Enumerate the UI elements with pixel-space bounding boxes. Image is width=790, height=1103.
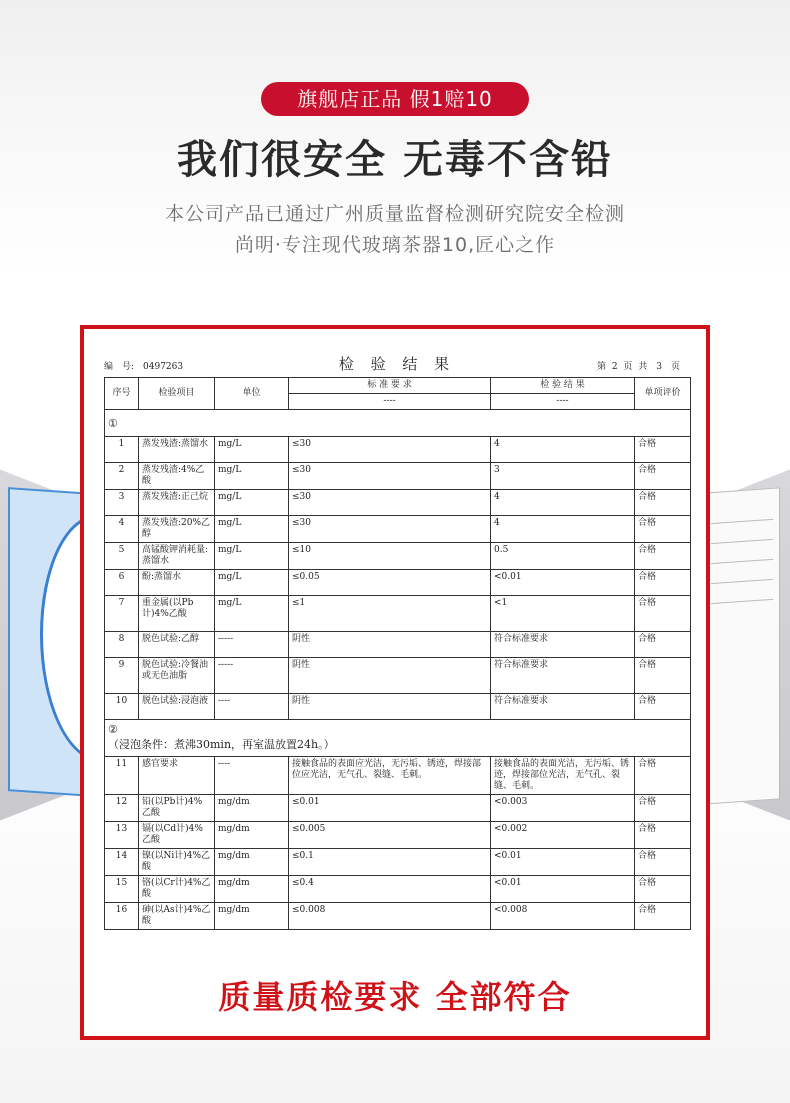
cell-result: <1	[491, 596, 635, 632]
cell-standard: ≤1	[289, 596, 491, 632]
report-header	[104, 345, 690, 377]
right-certificate-image	[704, 487, 780, 804]
report-number: 编 号: 0497263	[104, 362, 184, 372]
cell-standard: ≤0.1	[289, 849, 491, 876]
table-row	[105, 437, 691, 463]
cell-unit: mg/dm	[215, 903, 289, 930]
cell-unit: mg/dm	[215, 876, 289, 903]
cell-unit: ----	[215, 694, 289, 720]
report-title: 检 验 结 果	[338, 355, 456, 373]
table-row	[105, 658, 691, 694]
table-row	[105, 822, 691, 849]
table-row	[105, 463, 691, 490]
cell-eval: 合格	[635, 516, 691, 543]
cell-item: 砷(以As计)4%乙酸	[139, 903, 215, 930]
header-eval: 单项评价	[635, 378, 691, 410]
cell-seq: 8	[105, 632, 139, 658]
table-row	[105, 596, 691, 632]
section-one-marker: ①	[105, 410, 691, 437]
cell-eval: 合格	[635, 463, 691, 490]
cell-unit: mg/L	[215, 437, 289, 463]
cell-seq: 5	[105, 543, 139, 570]
cell-result: 接触食品的表面光洁，无污垢、锈迹，焊接部位光洁，无气孔、裂缝、毛刺。	[491, 757, 635, 795]
cell-result: <0.01	[491, 876, 635, 903]
header-result: 检 验 结 果	[491, 378, 635, 394]
cell-result: 4	[491, 516, 635, 543]
cell-seq: 11	[105, 757, 139, 795]
cell-result: <0.003	[491, 795, 635, 822]
header-standard-sub: ----	[289, 394, 491, 410]
cell-unit: mg/dm	[215, 822, 289, 849]
footer-slogan: 质量质检要求 全部符合	[218, 978, 572, 1016]
cell-eval: 合格	[635, 658, 691, 694]
authenticity-badge: 旗舰店正品 假1赔10	[261, 82, 529, 116]
table-row	[105, 516, 691, 543]
cell-seq: 1	[105, 437, 139, 463]
cell-seq: 12	[105, 795, 139, 822]
cell-seq: 4	[105, 516, 139, 543]
cell-result: <0.002	[491, 822, 635, 849]
paper-line	[711, 559, 773, 564]
cell-item: 蒸发残渣:4%乙酸	[139, 463, 215, 490]
section-one-row	[105, 410, 691, 437]
header-row	[105, 378, 691, 394]
cell-item: 脱色试验:浸泡液	[139, 694, 215, 720]
cell-item: 镉(以Cd计)4%乙酸	[139, 822, 215, 849]
table-row	[105, 757, 691, 795]
cell-seq: 9	[105, 658, 139, 694]
cell-eval: 合格	[635, 903, 691, 930]
cell-result: 符合标准要求	[491, 658, 635, 694]
cell-unit: mg/L	[215, 516, 289, 543]
cell-unit: -----	[215, 658, 289, 694]
table-row	[105, 570, 691, 596]
cell-standard: 阴性	[289, 658, 491, 694]
cell-standard: 接触食品的表面应光洁，无污垢、锈迹，焊接部位应光洁，无气孔、裂缝、毛刺。	[289, 757, 491, 795]
cell-result: 0.5	[491, 543, 635, 570]
table-row	[105, 543, 691, 570]
paper-line	[711, 519, 773, 524]
cell-standard: ≤0.005	[289, 822, 491, 849]
cell-eval: 合格	[635, 757, 691, 795]
cell-result: 4	[491, 437, 635, 463]
table-row	[105, 795, 691, 822]
cell-eval: 合格	[635, 822, 691, 849]
section-two-marker: ②	[108, 723, 118, 736]
cell-unit: -----	[215, 632, 289, 658]
cell-standard: 阴性	[289, 694, 491, 720]
header-result-sub: ----	[491, 394, 635, 410]
cell-standard: ≤0.05	[289, 570, 491, 596]
cell-item: 蒸发残渣:蒸馏水	[139, 437, 215, 463]
cell-unit: mg/L	[215, 463, 289, 490]
header-seq: 序号	[105, 378, 139, 410]
cell-unit: mg/dm	[215, 795, 289, 822]
cell-result: <0.01	[491, 570, 635, 596]
subline-brand: 尚明·专注现代玻璃茶器10,匠心之作	[234, 234, 556, 256]
cell-item: 酚:蒸馏水	[139, 570, 215, 596]
table-row	[105, 632, 691, 658]
cell-standard: ≤10	[289, 543, 491, 570]
cell-result: 4	[491, 490, 635, 516]
cell-eval: 合格	[635, 694, 691, 720]
cell-item: 脱色试验:冷餐油或无色油脂	[139, 658, 215, 694]
table-row	[105, 903, 691, 930]
report-page: 第 2 页 共 3 页	[596, 362, 680, 372]
cell-unit: ----	[215, 757, 289, 795]
paper-line	[711, 599, 773, 604]
section-two-cell	[105, 720, 691, 757]
cell-seq: 15	[105, 876, 139, 903]
cell-standard: 阴性	[289, 632, 491, 658]
cell-seq: 14	[105, 849, 139, 876]
header-item: 检验项目	[139, 378, 215, 410]
table-row	[105, 876, 691, 903]
cell-standard: ≤30	[289, 490, 491, 516]
cell-result: 符合标准要求	[491, 632, 635, 658]
paper-line	[711, 539, 773, 544]
cell-item: 铅(以Pb计)4%乙酸	[139, 795, 215, 822]
headline: 我们很安全 无毒不含铅	[177, 137, 613, 183]
cell-item: 蒸发残渣:20%乙醇	[139, 516, 215, 543]
paper-line	[711, 579, 773, 584]
cell-eval: 合格	[635, 632, 691, 658]
cell-seq: 13	[105, 822, 139, 849]
cell-unit: mg/dm	[215, 849, 289, 876]
cell-item: 蒸发残渣:正己烷	[139, 490, 215, 516]
cell-eval: 合格	[635, 876, 691, 903]
cell-unit: mg/L	[215, 570, 289, 596]
cell-seq: 16	[105, 903, 139, 930]
cell-item: 镍(以Ni计)4%乙酸	[139, 849, 215, 876]
cell-eval: 合格	[635, 543, 691, 570]
table-row	[105, 490, 691, 516]
cell-seq: 3	[105, 490, 139, 516]
cell-unit: mg/L	[215, 490, 289, 516]
cell-seq: 10	[105, 694, 139, 720]
cell-result: <0.01	[491, 849, 635, 876]
cell-eval: 合格	[635, 570, 691, 596]
cell-eval: 合格	[635, 596, 691, 632]
table-row	[105, 849, 691, 876]
cell-eval: 合格	[635, 437, 691, 463]
cell-result: <0.008	[491, 903, 635, 930]
cell-result: 符合标准要求	[491, 694, 635, 720]
cell-standard: ≤0.01	[289, 795, 491, 822]
cell-item: 感官要求	[139, 757, 215, 795]
cell-standard: ≤30	[289, 516, 491, 543]
results-table	[104, 377, 691, 930]
cell-seq: 6	[105, 570, 139, 596]
cell-seq: 2	[105, 463, 139, 490]
inspection-report	[104, 345, 690, 930]
header-unit: 单位	[215, 378, 289, 410]
cell-item: 重金属(以Pb计)4%乙酸	[139, 596, 215, 632]
header-standard: 标 准 要 求	[289, 378, 491, 394]
section-two-conditions: （浸泡条件：煮沸30min，再室温放置24h。）	[108, 738, 335, 751]
cell-eval: 合格	[635, 490, 691, 516]
cell-item: 高锰酸钾消耗量:蒸馏水	[139, 543, 215, 570]
cell-standard: ≤30	[289, 437, 491, 463]
cell-standard: ≤0.008	[289, 903, 491, 930]
cell-standard: ≤30	[289, 463, 491, 490]
cell-result: 3	[491, 463, 635, 490]
subline-certification: 本公司产品已通过广州质量监督检测研究院安全检测	[164, 203, 625, 225]
cell-standard: ≤0.4	[289, 876, 491, 903]
cell-unit: mg/L	[215, 596, 289, 632]
table-row	[105, 694, 691, 720]
cell-unit: mg/L	[215, 543, 289, 570]
cell-seq: 7	[105, 596, 139, 632]
cell-item: 脱色试验:乙醇	[139, 632, 215, 658]
section-two-row	[105, 720, 691, 757]
cell-eval: 合格	[635, 795, 691, 822]
cell-eval: 合格	[635, 849, 691, 876]
cell-item: 铬(以Cr计)4%乙酸	[139, 876, 215, 903]
